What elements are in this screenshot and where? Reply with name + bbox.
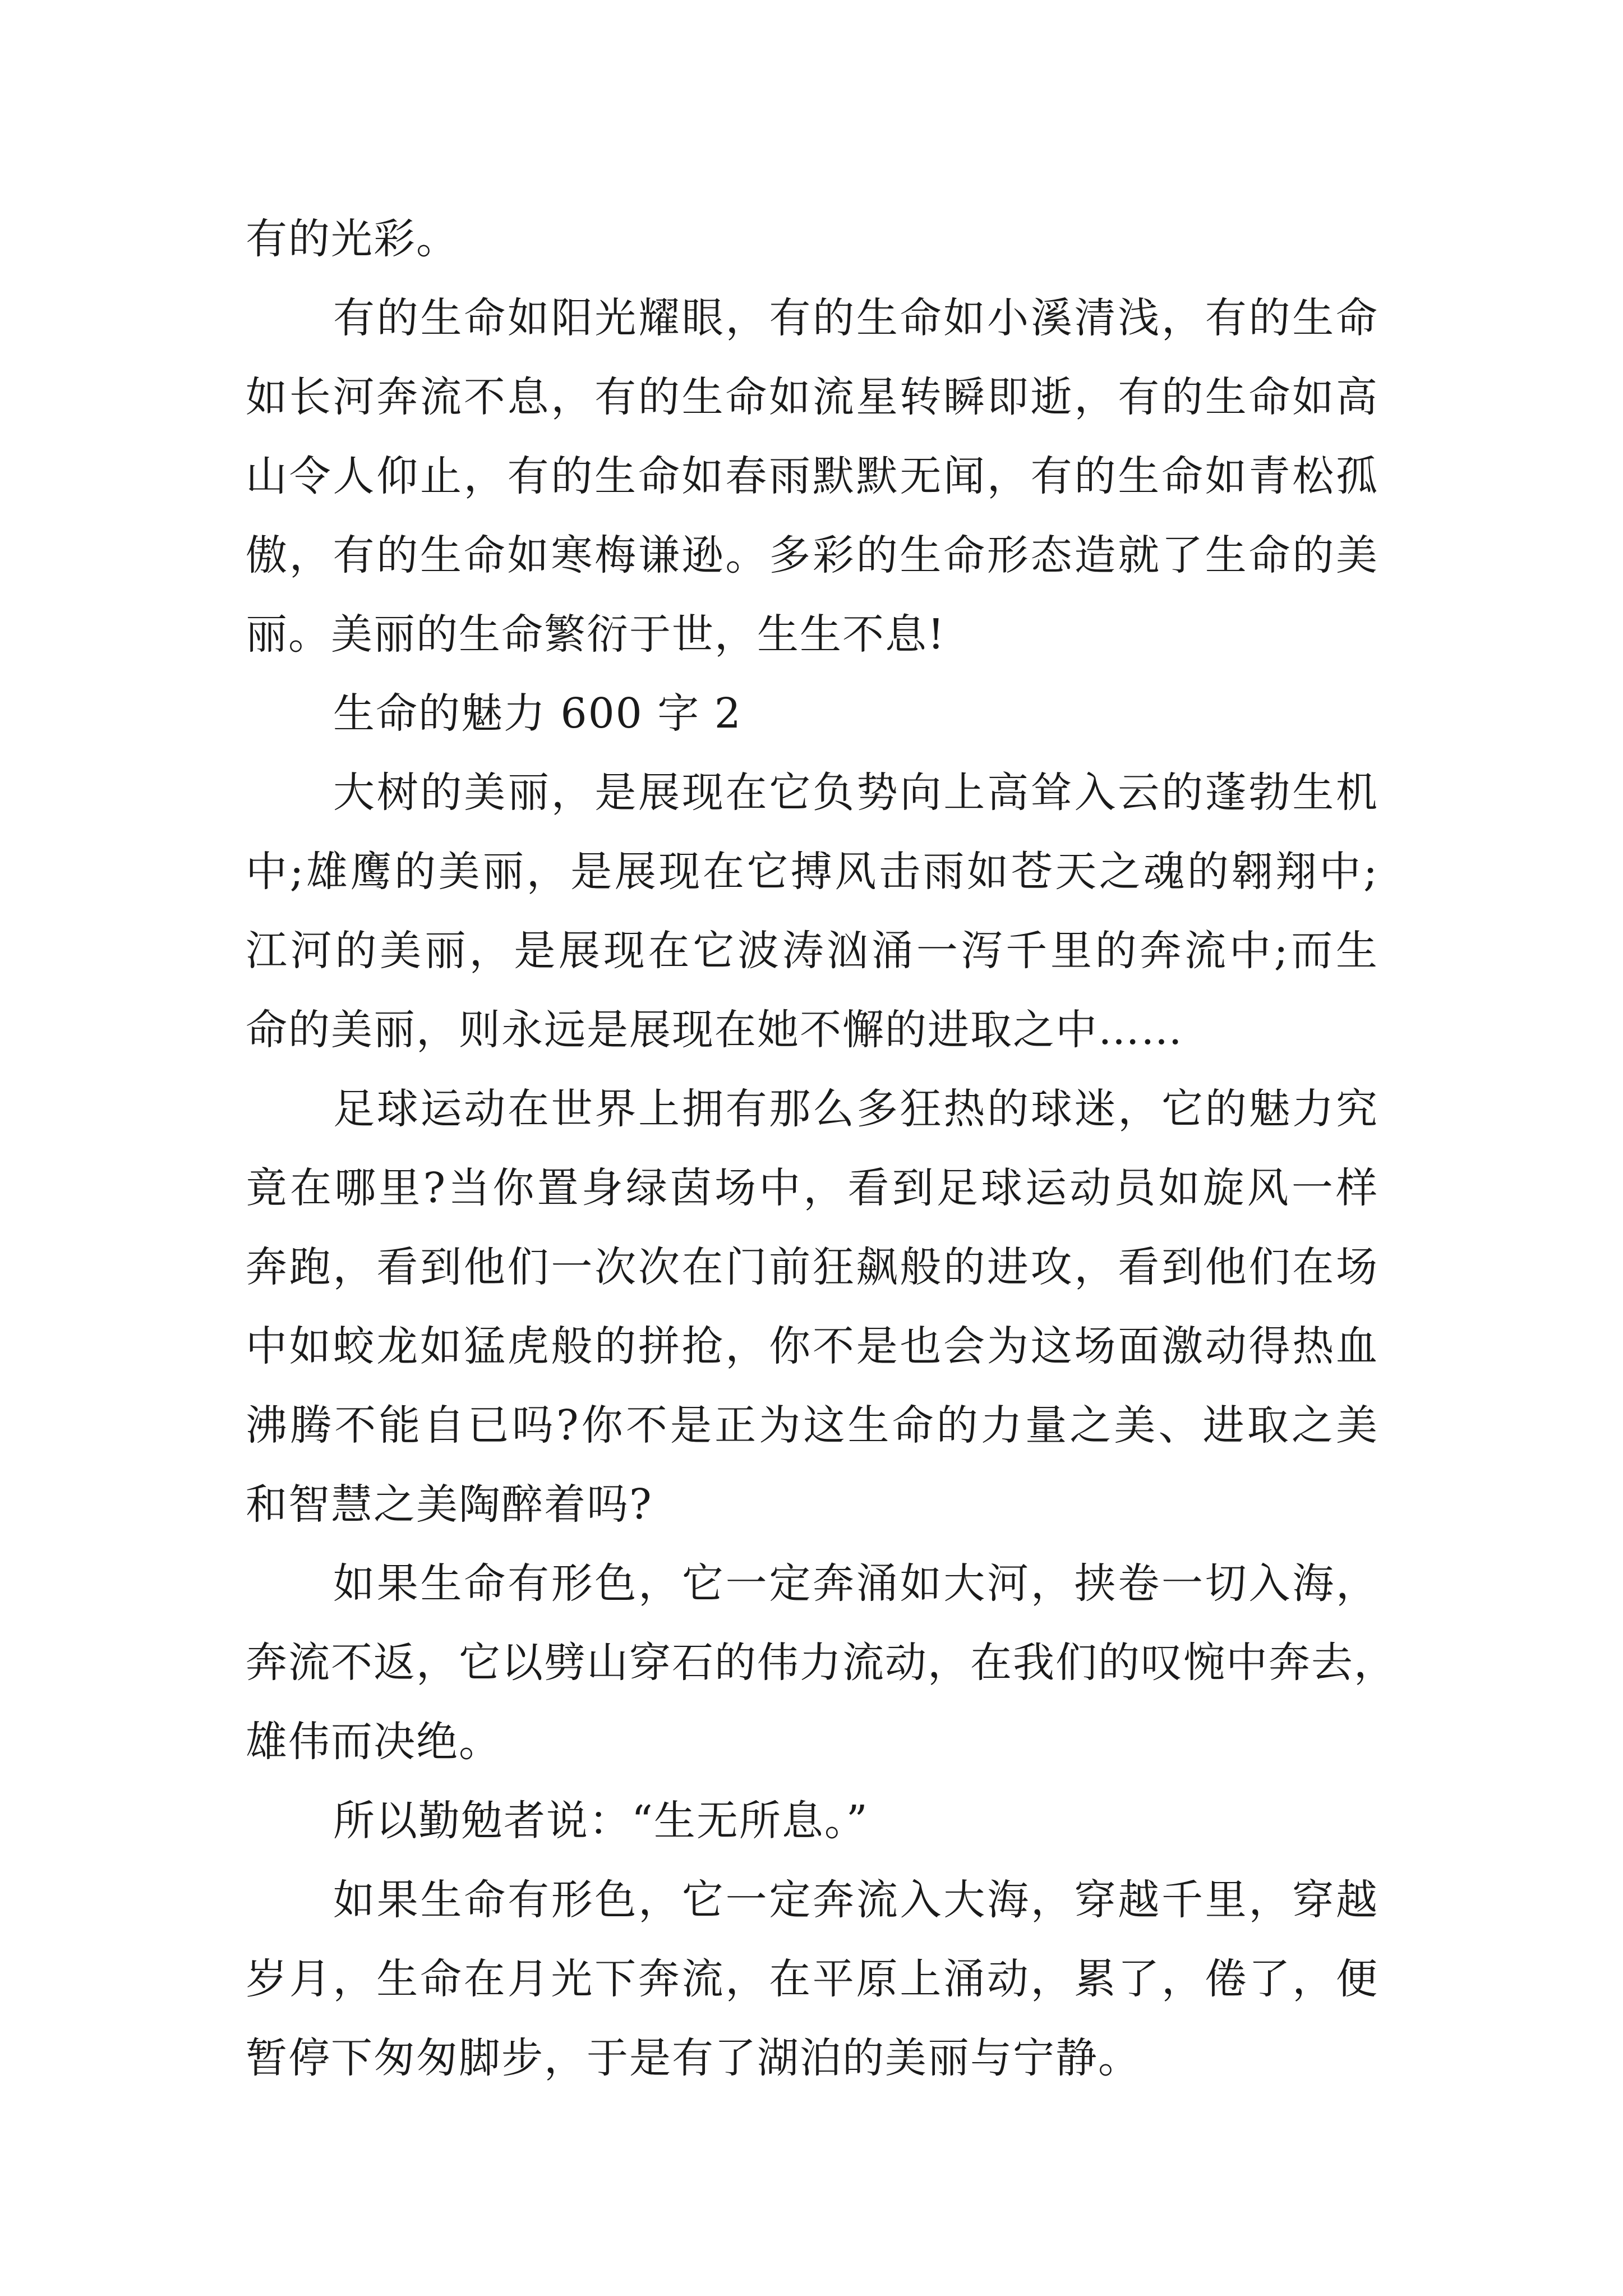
paragraph	[246, 1544, 1396, 1782]
text-line: 奔跑，看到他们一次次在门前狂飙般的进攻，看到他们在场	[246, 1243, 1378, 1291]
text-line: 如果生命有形色，它一定奔涌如大河，挟卷一切入海，	[333, 1559, 1378, 1608]
paragraph	[246, 279, 1378, 674]
paragraph	[246, 1861, 1378, 2098]
text-line: 丽。美丽的生命繁衍于世，生生不息!	[246, 610, 946, 659]
paragraph	[246, 1070, 1378, 1544]
paragraph	[246, 200, 1378, 279]
text-line: 所以勤勉者说：“生无所息。”	[333, 1797, 869, 1845]
paragraph	[246, 1782, 1378, 1861]
text-line: 傲，有的生命如寒梅谦逊。多彩的生命形态造就了生命的美	[246, 531, 1378, 579]
text-line: 和智慧之美陶醉着吗?	[246, 1480, 653, 1529]
text-line: 如果生命有形色，它一定奔流入大海，穿越千里，穿越	[333, 1876, 1378, 1924]
text-line: 沸腾不能自已吗?你不是正为这生命的力量之美、进取之美	[246, 1401, 1378, 1450]
section-heading	[246, 674, 1378, 753]
text-line: 山令人仰止，有的生命如春雨默默无闻，有的生命如青松孤	[246, 452, 1378, 500]
text-line: 雄伟而决绝。	[246, 1718, 501, 1766]
text-line: 竟在哪里?当你置身绿茵场中，看到足球运动员如旋风一样	[246, 1164, 1378, 1212]
text-line: 有的光彩。	[246, 215, 459, 263]
text-line: 大树的美丽，是展现在它负势向上高耸入云的蓬勃生机	[333, 769, 1378, 817]
text-line: 命的美丽，则永远是展现在她不懈的进取之中……	[246, 1006, 1183, 1054]
paragraph	[246, 753, 1378, 1070]
text-line: 有的生命如阳光耀眼，有的生命如小溪清浅，有的生命	[333, 294, 1378, 342]
text-line: 岁月，生命在月光下奔流，在平原上涌动，累了，倦了，便	[246, 1955, 1378, 2003]
text-line: 如长河奔流不息，有的生命如流星转瞬即逝，有的生命如高	[246, 373, 1378, 421]
text-line: 暂停下匆匆脚步，于是有了湖泊的美丽与宁静。	[246, 2034, 1141, 2082]
heading-text: 生命的魅力 600 字 2	[333, 689, 742, 738]
text-line: 中如蛟龙如猛虎般的拼抢，你不是也会为这场面激动得热血	[246, 1322, 1378, 1370]
text-line: 奔流不返，它以劈山穿石的伟力流动，在我们的叹惋中奔去，	[246, 1639, 1396, 1687]
text-line: 足球运动在世界上拥有那么多狂热的球迷，它的魅力究	[333, 1085, 1378, 1133]
text-line: 中;雄鹰的美丽，是展现在它搏风击雨如苍天之魂的翱翔中;	[246, 848, 1378, 896]
document-body	[246, 200, 1396, 2098]
text-line: 江河的美丽，是展现在它波涛汹涌一泻千里的奔流中;而生	[246, 927, 1378, 975]
